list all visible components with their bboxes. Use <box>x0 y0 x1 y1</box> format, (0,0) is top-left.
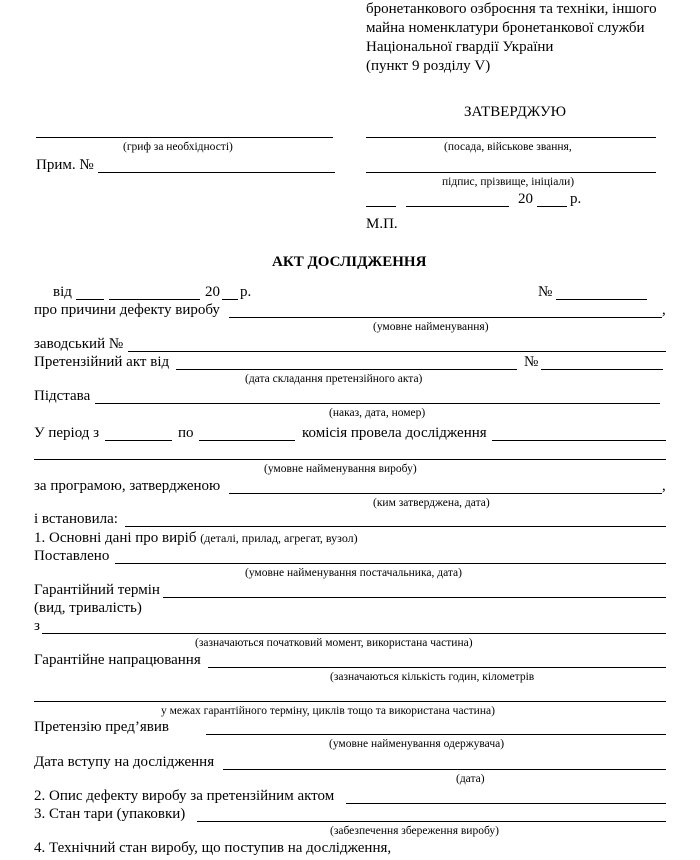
header-note-line-3: Національної гвардії України <box>366 39 554 55</box>
section-4-label: 4. Технічний стан виробу, що поступив на дослідження, <box>34 840 392 856</box>
start-label: з <box>34 618 40 634</box>
claimant-label: Претензію пред’явив <box>34 719 169 735</box>
header-note-line-2: майна номенклатури бронетанкової служби <box>366 20 645 36</box>
start-hint: (зазначаються початковий момент, використана частина) <box>195 637 473 649</box>
period-tail-line <box>492 440 666 441</box>
claim-no-label: № <box>524 354 539 370</box>
approval-title: ЗАТВЕРДЖУЮ <box>464 104 567 120</box>
supplied-label: Поставлено <box>34 548 110 564</box>
section-2-label: 2. Опис дефекту виробу за претензійним актом <box>34 788 335 804</box>
claim-label: Претензійний акт від <box>34 354 170 370</box>
arrival-line <box>223 769 666 770</box>
document-page: бронетанкового озброєння та техніки, іншого майна номенклатури бронетанкової служби Національної гвардії України (пункт 9 розділу V) ЗАТВЕРДЖУЮ (гриф за необхідності) (посада, військове звання, Прим. № підпис, прізвище, ініціали) 20 р. М.П. АКТ ДОСЛІДЖЕННЯ від 20 р. № про причини дефекту виробу , (умовне найменування) заводський № Претензійний акт від № (дата складання претензійного акта) Підстава (наказ, дата, номер) У період з по комісія провела дослідження (умовне найменування виробу) за програмою, затвердженою , (ким затверджена, дата) і встановила: 1. Основні дані про виріб (деталі, прилад, агрегат, вузол) Поставлено (умовне найменування постачальника, дата) Гарантійний термін (вид, тривалість) з (зазначаються початковий момент, використана частина) Гарантійне напрацювання (зазначаються кількість годин, кілометрів у межах гарантійного терміну, циклів тощо та використана частина) Претензію пред’явив (умовне найменування одержувача) Дата вступу на дослідження (дата) 2. Опис дефекту виробу за претензійним актом 3. Стан тари (упаковки) (забезпечення збереження виробу) 4. Технічний стан виробу, що поступив на дослідження, <box>34 1 666 856</box>
section-1-label: 1. Основні дані про виріб (деталі, прилад, агрегат, вузол) <box>34 530 358 546</box>
period-from-label: У період з <box>34 425 100 441</box>
claim-no-line <box>541 369 663 370</box>
header-note-line-4: (пункт 9 розділу V) <box>366 58 491 74</box>
seal-label: М.П. <box>366 216 398 232</box>
start-line <box>42 633 666 634</box>
period-tail: комісія провела дослідження <box>302 425 487 441</box>
stamp-line <box>36 137 333 138</box>
established-line <box>125 526 666 527</box>
claim-date-line <box>176 369 517 370</box>
run-hint-1: (зазначаються кількість годин, кілометрів <box>330 671 535 683</box>
packaging-hint: (забезпечення збереження виробу) <box>330 825 499 837</box>
section-3-line <box>197 821 666 822</box>
approval-month-line <box>406 206 509 207</box>
period-to-label: по <box>178 425 194 441</box>
act-date-label: від <box>53 284 72 300</box>
approval-year-line <box>537 206 567 207</box>
period-to-line <box>199 440 295 441</box>
receiver-hint: (умовне найменування одержувача) <box>329 738 505 750</box>
approval-day-line <box>366 206 396 207</box>
defect-label: про причини дефекту виробу <box>34 302 220 318</box>
claimant-line <box>206 734 666 735</box>
product-hint: (умовне найменування виробу) <box>264 463 417 475</box>
program-label: за програмою, затвердженою <box>34 478 221 494</box>
act-month-line <box>109 299 200 300</box>
basis-hint: (наказ, дата, номер) <box>329 407 426 419</box>
basis-label: Підстава <box>34 388 91 404</box>
basis-line <box>95 403 660 404</box>
act-year-suffix: р. <box>240 284 252 300</box>
serial-line <box>128 351 666 352</box>
section-3-label: 3. Стан тари (упаковки) <box>34 806 186 822</box>
act-year-prefix: 20 <box>205 284 220 300</box>
supplier-hint: (умовне найменування постачальника, дата) <box>245 567 462 579</box>
signature-hint: підпис, прізвище, ініціали) <box>442 176 575 188</box>
section-1-hint: (деталі, прилад, агрегат, вузол) <box>200 531 358 545</box>
period-from-line <box>105 440 172 441</box>
established-label: і встановила: <box>34 511 118 527</box>
stamp-hint: (гриф за необхідності) <box>123 141 233 153</box>
copy-no-label: Прим. № <box>36 157 94 173</box>
warranty-term-sub: (вид, тривалість) <box>34 600 142 616</box>
date-hint: (дата) <box>456 773 485 785</box>
product-line <box>34 459 666 460</box>
warranty-run-label: Гарантійне напрацювання <box>34 652 201 668</box>
section-2-line <box>346 803 666 804</box>
act-title: АКТ ДОСЛІДЖЕННЯ <box>272 254 427 270</box>
defect-line <box>229 317 662 318</box>
supplied-line <box>115 563 666 564</box>
run-line-2 <box>34 701 666 702</box>
warranty-term-line <box>163 597 666 598</box>
program-hint: (ким затверджена, дата) <box>373 497 490 509</box>
defect-hint: (умовне найменування) <box>373 321 489 333</box>
run-hint-2: у межах гарантійного терміну, циклів тощо та використана частина) <box>161 705 495 717</box>
position-line <box>366 137 656 138</box>
warranty-run-line <box>208 667 666 668</box>
signature-line <box>366 172 656 173</box>
position-hint: (посада, військове звання, <box>444 141 572 153</box>
act-no-label: № <box>538 284 553 300</box>
arrival-label: Дата вступу на дослідження <box>34 754 215 770</box>
act-no-line <box>556 299 647 300</box>
approval-year-suffix: р. <box>570 191 582 207</box>
act-day-line <box>76 299 104 300</box>
approval-year-prefix: 20 <box>518 191 533 207</box>
copy-no-line <box>98 172 335 173</box>
program-line <box>229 493 662 494</box>
claim-hint: (дата складання претензійного акта) <box>245 373 423 385</box>
act-year-line <box>222 299 238 300</box>
serial-label: заводський № <box>34 336 124 352</box>
header-note-line-1: бронетанкового озброєння та техніки, іншого <box>366 1 657 17</box>
warranty-term-label: Гарантійний термін <box>34 582 160 598</box>
